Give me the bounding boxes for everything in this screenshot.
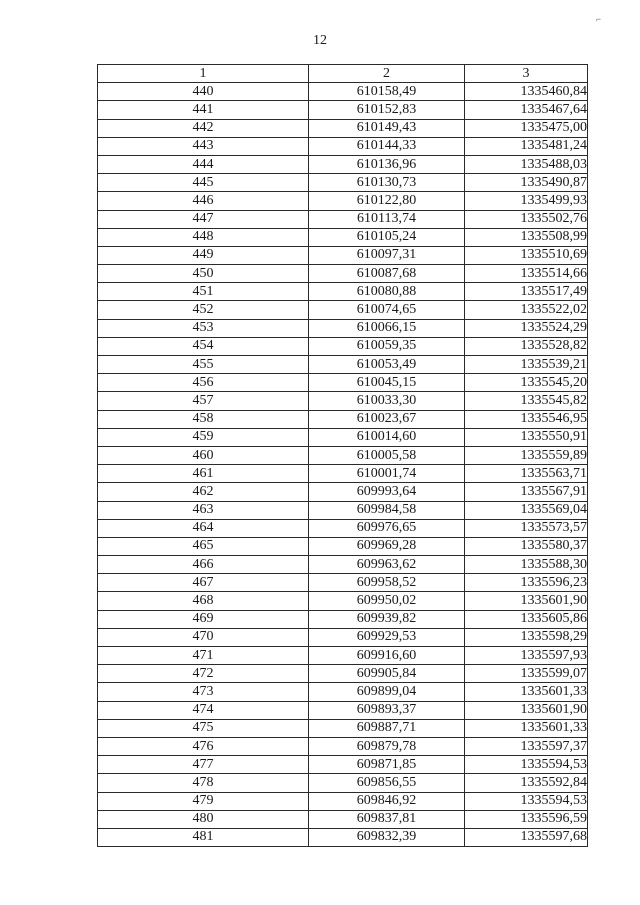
y-coordinate-cell: 1335597,93 [465,647,588,665]
table-row [98,628,588,646]
table-row [98,537,588,555]
table-row [98,810,588,828]
point-number-cell: 472 [98,665,309,683]
y-coordinate-cell: 1335488,03 [465,155,588,173]
table-row [98,774,588,792]
y-coordinate-cell: 1335550,91 [465,428,588,446]
y-coordinate-cell: 1335559,89 [465,446,588,464]
x-coordinate-cell: 609837,81 [309,810,465,828]
point-number-cell: 459 [98,428,309,446]
point-number-cell: 474 [98,701,309,719]
table-row [98,756,588,774]
point-number-cell: 467 [98,574,309,592]
table-row [98,392,588,410]
point-number-cell: 457 [98,392,309,410]
x-coordinate-cell: 609963,62 [309,556,465,574]
table-row [98,647,588,665]
point-number-cell: 469 [98,610,309,628]
x-coordinate-cell: 610033,30 [309,392,465,410]
x-coordinate-cell: 609846,92 [309,792,465,810]
table-row [98,410,588,428]
y-coordinate-cell: 1335522,02 [465,301,588,319]
x-coordinate-cell: 610105,24 [309,228,465,246]
y-coordinate-cell: 1335539,21 [465,356,588,374]
y-coordinate-cell: 1335528,82 [465,337,588,355]
table-row [98,319,588,337]
x-coordinate-cell: 609950,02 [309,592,465,610]
x-coordinate-cell: 609887,71 [309,719,465,737]
point-number-cell: 463 [98,501,309,519]
table-row [98,228,588,246]
x-coordinate-cell: 609871,85 [309,756,465,774]
point-number-cell: 444 [98,155,309,173]
table-body [98,83,588,847]
point-number-cell: 461 [98,465,309,483]
point-number-cell: 478 [98,774,309,792]
y-coordinate-cell: 1335467,64 [465,101,588,119]
table-row [98,119,588,137]
y-coordinate-cell: 1335597,37 [465,737,588,755]
table-row [98,519,588,537]
coordinates-table [97,64,588,847]
x-coordinate-cell: 609993,64 [309,483,465,501]
y-coordinate-cell: 1335605,86 [465,610,588,628]
point-number-cell: 480 [98,810,309,828]
point-number-cell: 451 [98,283,309,301]
x-coordinate-cell: 610053,49 [309,356,465,374]
y-coordinate-cell: 1335508,99 [465,228,588,246]
table-row [98,592,588,610]
x-coordinate-cell: 610152,83 [309,101,465,119]
point-number-cell: 454 [98,337,309,355]
point-number-cell: 445 [98,174,309,192]
x-coordinate-cell: 610130,73 [309,174,465,192]
table-row [98,683,588,701]
table-row [98,356,588,374]
x-coordinate-cell: 610122,80 [309,192,465,210]
x-coordinate-cell: 610005,58 [309,446,465,464]
point-number-cell: 452 [98,301,309,319]
table-row [98,265,588,283]
table-row [98,792,588,810]
x-coordinate-cell: 609916,60 [309,647,465,665]
table-row [98,719,588,737]
y-coordinate-cell: 1335580,37 [465,537,588,555]
scan-mark: ⌐ [596,14,602,24]
point-number-cell: 456 [98,374,309,392]
table-row [98,192,588,210]
x-coordinate-cell: 610059,35 [309,337,465,355]
y-coordinate-cell: 1335499,93 [465,192,588,210]
table-row [98,301,588,319]
page-number: 12 [313,33,327,48]
table-row [98,155,588,173]
y-coordinate-cell: 1335517,49 [465,283,588,301]
x-coordinate-cell: 610144,33 [309,137,465,155]
table-row [98,701,588,719]
y-coordinate-cell: 1335601,90 [465,592,588,610]
x-coordinate-cell: 609905,84 [309,665,465,683]
point-number-cell: 477 [98,756,309,774]
y-coordinate-cell: 1335514,66 [465,265,588,283]
column-header-1: 1 [98,65,309,83]
point-number-cell: 470 [98,628,309,646]
table-row [98,737,588,755]
y-coordinate-cell: 1335594,53 [465,792,588,810]
point-number-cell: 479 [98,792,309,810]
point-number-cell: 464 [98,519,309,537]
x-coordinate-cell: 610087,68 [309,265,465,283]
y-coordinate-cell: 1335510,69 [465,246,588,264]
point-number-cell: 442 [98,119,309,137]
x-coordinate-cell: 610097,31 [309,246,465,264]
table-header [98,65,588,83]
y-coordinate-cell: 1335588,30 [465,556,588,574]
y-coordinate-cell: 1335594,53 [465,756,588,774]
x-coordinate-cell: 609856,55 [309,774,465,792]
x-coordinate-cell: 609976,65 [309,519,465,537]
x-coordinate-cell: 609832,39 [309,828,465,846]
y-coordinate-cell: 1335563,71 [465,465,588,483]
point-number-cell: 446 [98,192,309,210]
x-coordinate-cell: 610080,88 [309,283,465,301]
x-coordinate-cell: 610158,49 [309,83,465,101]
y-coordinate-cell: 1335601,33 [465,719,588,737]
y-coordinate-cell: 1335596,59 [465,810,588,828]
y-coordinate-cell: 1335567,91 [465,483,588,501]
x-coordinate-cell: 610014,60 [309,428,465,446]
point-number-cell: 441 [98,101,309,119]
x-coordinate-cell: 610066,15 [309,319,465,337]
table-row [98,483,588,501]
point-number-cell: 476 [98,737,309,755]
point-number-cell: 462 [98,483,309,501]
x-coordinate-cell: 609969,28 [309,537,465,555]
x-coordinate-cell: 610113,74 [309,210,465,228]
point-number-cell: 473 [98,683,309,701]
x-coordinate-cell: 610001,74 [309,465,465,483]
table-row [98,246,588,264]
y-coordinate-cell: 1335460,84 [465,83,588,101]
y-coordinate-cell: 1335592,84 [465,774,588,792]
y-coordinate-cell: 1335573,57 [465,519,588,537]
y-coordinate-cell: 1335601,90 [465,701,588,719]
point-number-cell: 458 [98,410,309,428]
table-row [98,337,588,355]
point-number-cell: 440 [98,83,309,101]
y-coordinate-cell: 1335545,20 [465,374,588,392]
point-number-cell: 465 [98,537,309,555]
x-coordinate-cell: 610074,65 [309,301,465,319]
table-row [98,665,588,683]
table-row [98,174,588,192]
y-coordinate-cell: 1335596,23 [465,574,588,592]
point-number-cell: 449 [98,246,309,264]
column-header-2: 2 [309,65,465,83]
point-number-cell: 481 [98,828,309,846]
y-coordinate-cell: 1335502,76 [465,210,588,228]
point-number-cell: 450 [98,265,309,283]
table-row [98,574,588,592]
y-coordinate-cell: 1335545,82 [465,392,588,410]
y-coordinate-cell: 1335546,95 [465,410,588,428]
table-row [98,556,588,574]
x-coordinate-cell: 610045,15 [309,374,465,392]
table-row [98,610,588,628]
table-row [98,101,588,119]
x-coordinate-cell: 610023,67 [309,410,465,428]
y-coordinate-cell: 1335601,33 [465,683,588,701]
y-coordinate-cell: 1335481,24 [465,137,588,155]
x-coordinate-cell: 609984,58 [309,501,465,519]
table-row [98,465,588,483]
point-number-cell: 443 [98,137,309,155]
point-number-cell: 460 [98,446,309,464]
y-coordinate-cell: 1335524,29 [465,319,588,337]
table-row [98,210,588,228]
x-coordinate-cell: 609929,53 [309,628,465,646]
point-number-cell: 453 [98,319,309,337]
y-coordinate-cell: 1335475,00 [465,119,588,137]
header-row [98,65,588,83]
table-row [98,137,588,155]
table-row [98,501,588,519]
table-row [98,428,588,446]
y-coordinate-cell: 1335569,04 [465,501,588,519]
point-number-cell: 475 [98,719,309,737]
table-row [98,828,588,846]
point-number-cell: 455 [98,356,309,374]
x-coordinate-cell: 610136,96 [309,155,465,173]
y-coordinate-cell: 1335597,68 [465,828,588,846]
table-row [98,283,588,301]
y-coordinate-cell: 1335599,07 [465,665,588,683]
x-coordinate-cell: 609958,52 [309,574,465,592]
column-header-3: 3 [465,65,588,83]
y-coordinate-cell: 1335598,29 [465,628,588,646]
table-row [98,374,588,392]
x-coordinate-cell: 609879,78 [309,737,465,755]
x-coordinate-cell: 610149,43 [309,119,465,137]
table-row [98,83,588,101]
point-number-cell: 466 [98,556,309,574]
x-coordinate-cell: 609893,37 [309,701,465,719]
point-number-cell: 447 [98,210,309,228]
x-coordinate-cell: 609939,82 [309,610,465,628]
x-coordinate-cell: 609899,04 [309,683,465,701]
point-number-cell: 468 [98,592,309,610]
point-number-cell: 448 [98,228,309,246]
point-number-cell: 471 [98,647,309,665]
table-row [98,446,588,464]
y-coordinate-cell: 1335490,87 [465,174,588,192]
